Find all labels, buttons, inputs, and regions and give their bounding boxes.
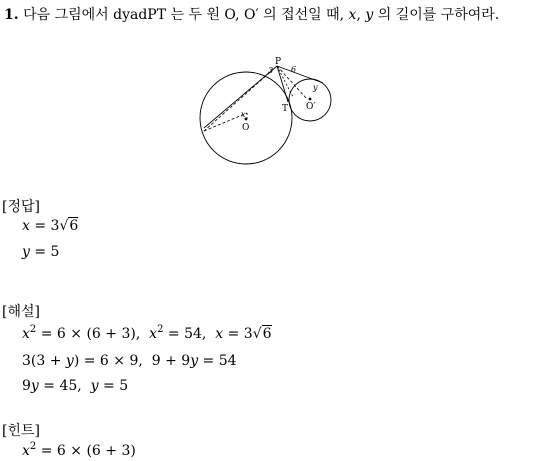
question-number: 1.	[4, 7, 19, 23]
geometry-figure	[195, 55, 340, 170]
var-y: y	[365, 7, 374, 23]
hint-line-1: $x^2 = 6 \times (6 + 3)$	[22, 441, 136, 459]
label-o: O	[242, 123, 250, 133]
question-body-end: 의 길이를 구하여라.	[373, 7, 500, 23]
label-6: 6	[291, 65, 297, 74]
line-p-o2-top	[277, 66, 323, 83]
hint-heading: [힌트]	[2, 423, 40, 439]
explanation-line-3: 9y = 45, y = 5	[22, 378, 129, 394]
question-body-start: 다음 그림에서 dyadPT 는 두 원 O, O′ 의 접선일 때,	[23, 7, 349, 23]
label-x: x	[241, 110, 246, 119]
label-t: T	[282, 104, 289, 114]
answer-line-1: x = 3√6	[22, 218, 79, 234]
label-p: P	[275, 57, 282, 67]
question-comma: ,	[356, 7, 366, 23]
answer-line-2: y = 5	[22, 244, 60, 260]
answer-heading: [정답]	[2, 199, 40, 215]
center-o-prime	[309, 98, 312, 101]
label-y: y	[313, 83, 318, 92]
explanation-line-2: 3(3 + y) = 6 × 9, 9 + 9y = 54	[22, 353, 237, 369]
explanation-heading: [해설]	[2, 304, 40, 320]
label-3: 3	[268, 66, 274, 75]
question-text	[4, 4, 530, 26]
var-x: x	[348, 7, 357, 23]
label-o-prime: O′	[306, 102, 316, 112]
explanation-line-1: $x^2 = 6 \times (6 + 3)$, $x^2 = 54$, x = 3√6	[22, 324, 272, 342]
